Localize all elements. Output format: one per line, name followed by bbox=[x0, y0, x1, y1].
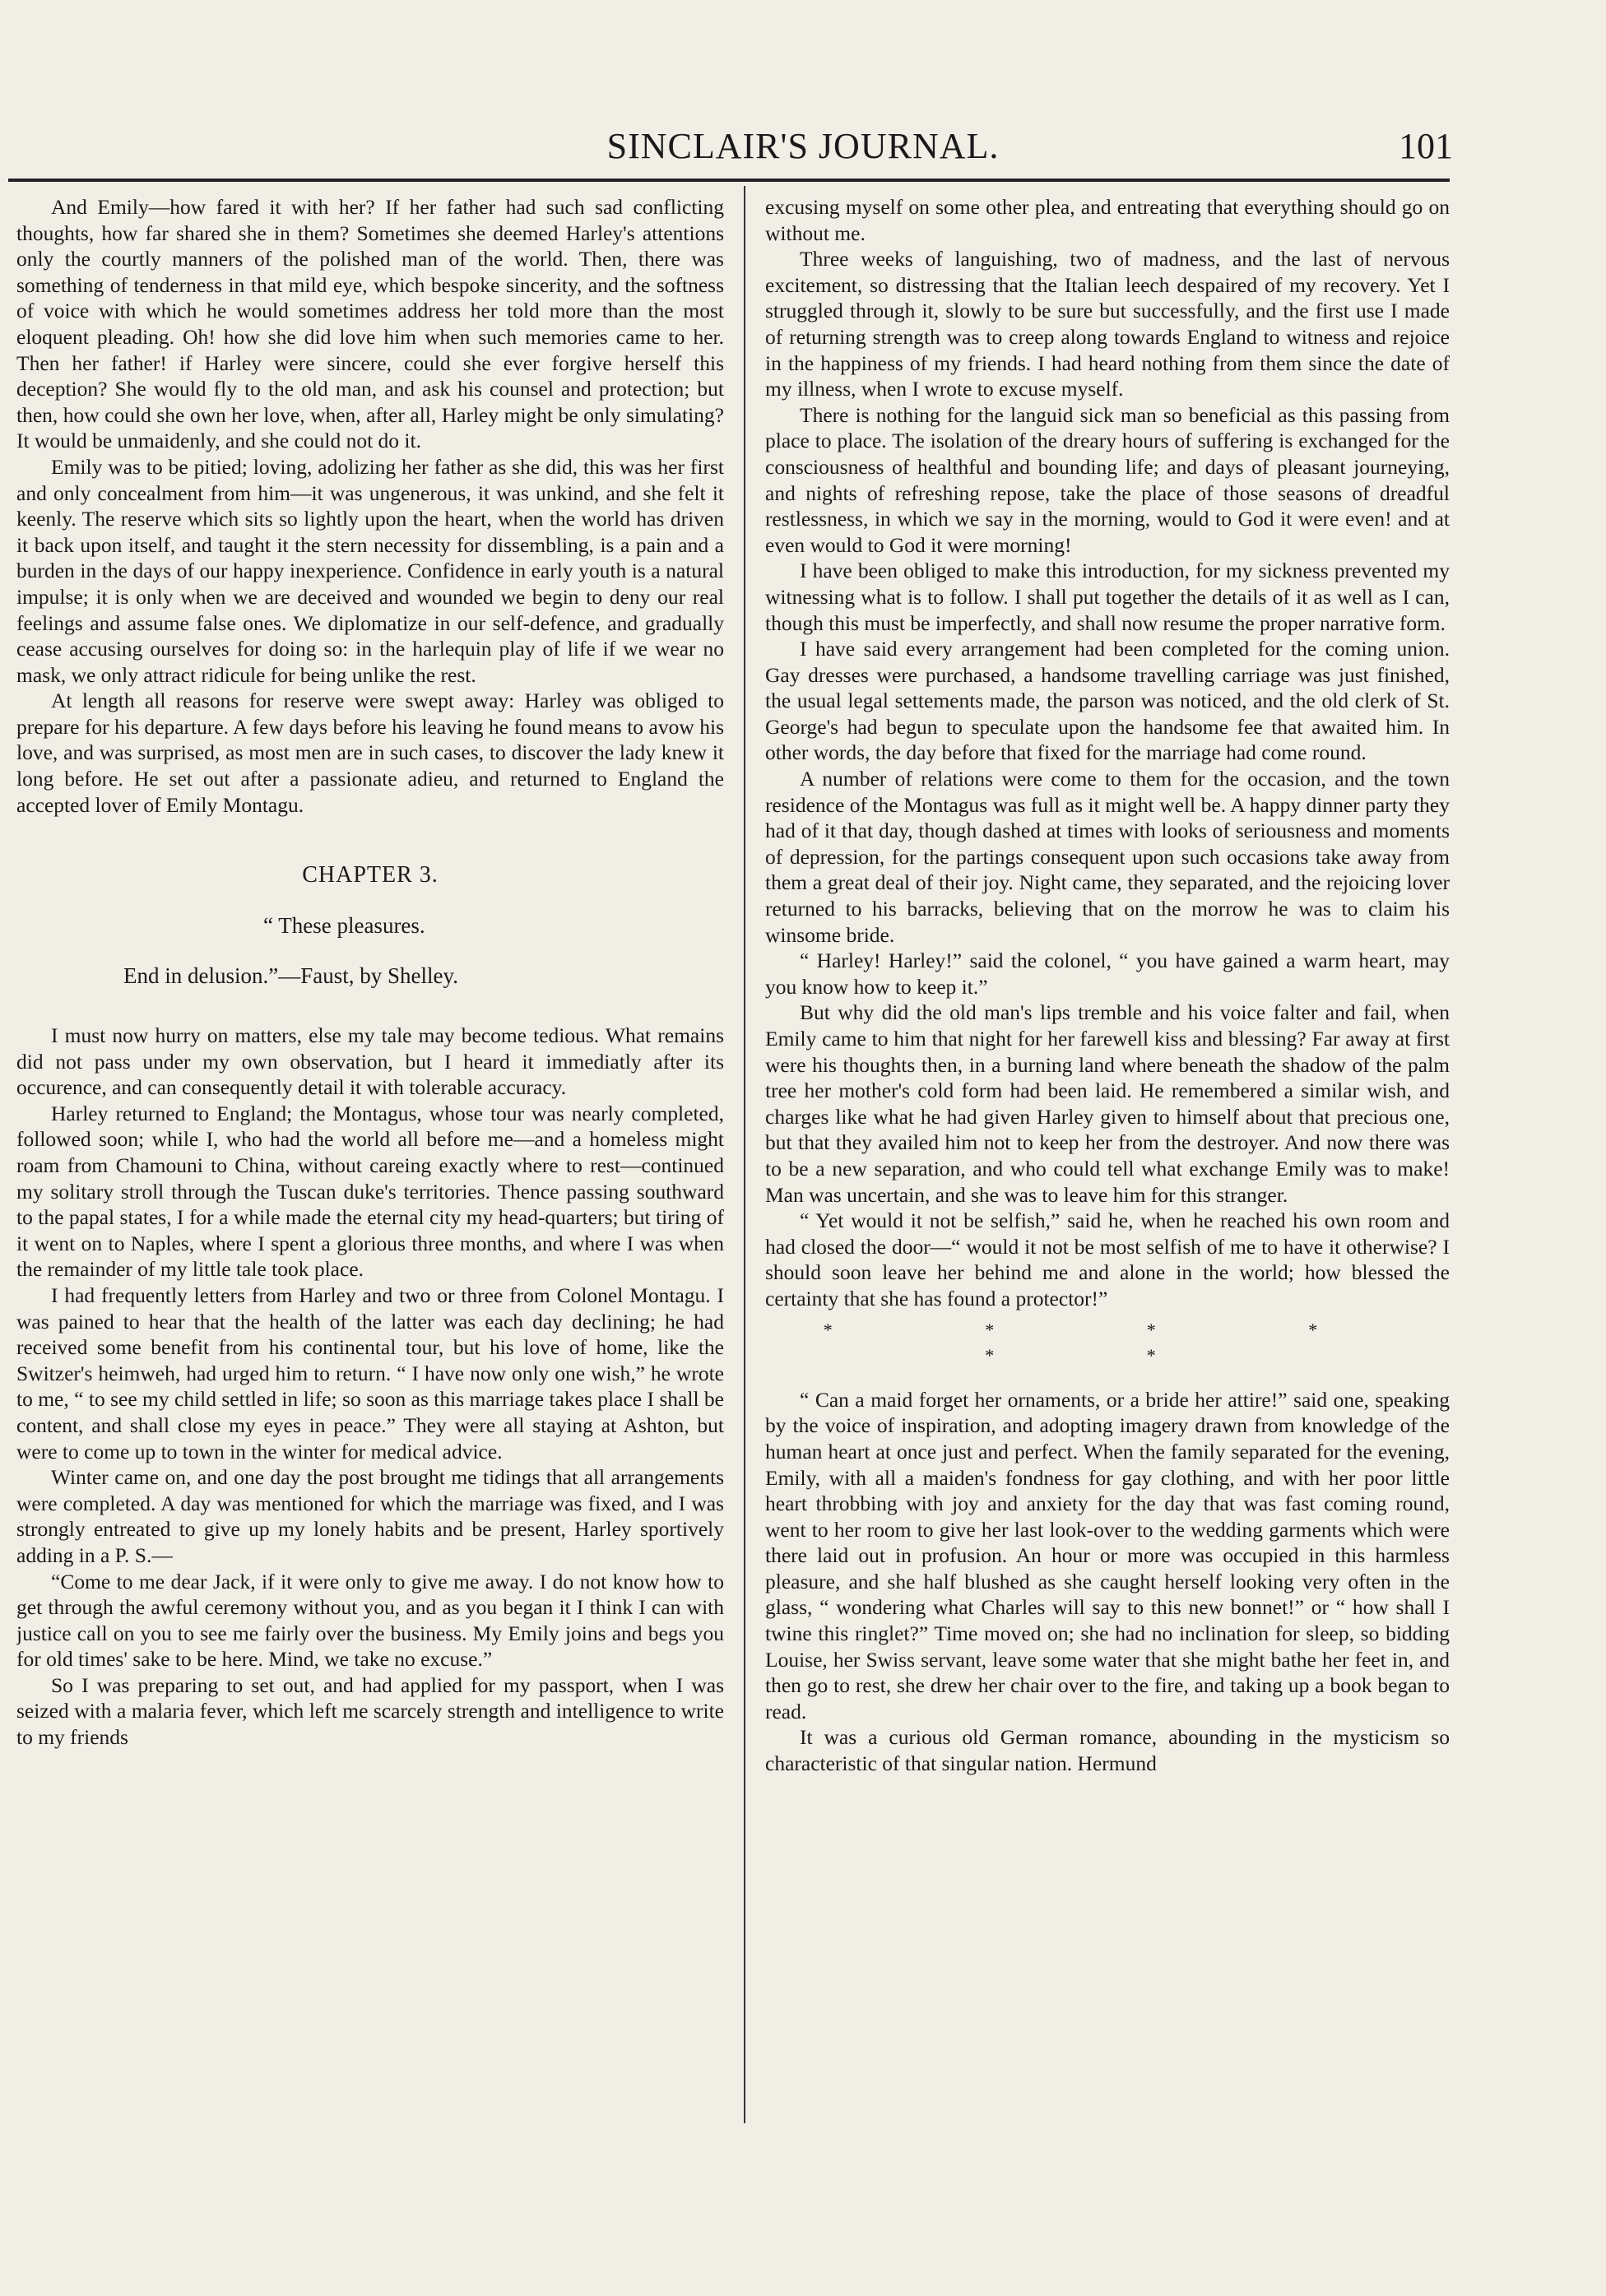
column-divider bbox=[744, 186, 745, 2123]
paragraph: It was a curious old German romance, abounding in the mysticism so characteristic of that singular nation. Hermund bbox=[765, 1725, 1450, 1776]
epigraph-line-2: End in delusion.”—Faust, by Shelley. bbox=[123, 963, 458, 989]
paragraph: And Emily—how fared it with her? If her father had such sad conflicting thoughts, how far shared she in them? Sometimes she deemed Harley's attentions only the courtly manners of the polished man of the world. Then, there was something of tenderness in that mild eye, which bespoke sincerity, and the softness of voice with which he would sometimes address her told more than the most eloquent pleading. Oh! how she did love him when such memories came to her. Then her father! if Harley were sincere, could she ever forgive herself this deception? She would fly to the old man, and ask his counsel and protection; but then, how could she own her love, when, after all, Harley might be only simulating? It would be unmaidenly, and she could not do it. bbox=[16, 195, 724, 453]
paragraph: “Come to me dear Jack, if it were only to give me away. I do not know how to get through the awful ceremony without you, and as you began it I think I can with justice call on you to see me fairly over the business. My Emily joins and begs you for old times' sake to be here. Mind, we take no excuse.” bbox=[16, 1569, 724, 1672]
left-column bbox=[16, 194, 724, 2119]
paragraph: There is nothing for the languid sick man so beneficial as this passing from place to place. The isolation of the dreary hours of suffering is exchanged for the consciousness of healthful and bounding life; and days of pleasant journeying, and nights of refreshing repose, take the place of those seasons of dreadful restlessness, in which we say in the morning, would to God it were even! and at even would to God it were morning! bbox=[765, 402, 1450, 557]
paragraph: I have said every arrangement had been completed for the coming union. Gay dresses were purchased, a handsome travelling carriage was just finished, the usual legal settements made, the parson was noticed, and the old clerk of St. George's had begun to speculate upon the handsome fee that awaited him. In other words, the day before that fixed for the marriage had come round. bbox=[765, 637, 1450, 765]
epigraph-line-1: “ These pleasures. bbox=[263, 912, 425, 938]
paragraph: I must now hurry on matters, else my tale may become tedious. What remains did not pass under my own observation, but I heard it immediatly after its occurence, and can consequently detail it with tolerable accuracy. bbox=[16, 1023, 724, 1100]
paragraph: Winter came on, and one day the post brought me tidings that all arrangements were completed. A day was mentioned for which the marriage was fixed, and I was strongly entreated to give up my lonely habits and be present, Harley sportively adding in a P. S.— bbox=[16, 1465, 724, 1567]
paragraph: I have been obliged to make this introduction, for my sickness prevented my witnessing what is to follow. I shall put together the details of it as well as I can, though this must be imperfectly, and shall now resume the proper narrative form. bbox=[765, 559, 1450, 635]
paragraph: Three weeks of languishing, two of madness, and the last of nervous excitement, so distressing that the Italian leech despaired of my recovery. Yet I struggled through it, slowly to be sure but successfully, and the first use I made of returning strength was to creep along towards England to witness and rejoice in the happiness of my friends. I had heard nothing from them since the date of my illness, when I wrote to excuse myself. bbox=[765, 247, 1450, 401]
page-number: 101 bbox=[1399, 126, 1453, 166]
paragraph: Emily was to be pitied; loving, adolizing her father as she did, this was her first and only concealment from him—it was ungenerous, it was unkind, and she felt it keenly. The reserve which sits so lightly upon the heart, when the world has driven it back upon itself, and taught it the stern necessity for dissembling, is a pain and a burden in the days of our happy inexperience. Confidence in early youth is a natural impulse; it is only when we are deceived and wounded we begin to deny our real feelings and assume false ones. We diplomatize in our self-defence, and gradually cease accusing ourselves for doing so: in the harlequin play of life if we wear no mask, we only attract ridicule for being unlike the rest. bbox=[16, 454, 724, 687]
paragraph: A number of relations were come to them for the occasion, and the town residence of the Montagus was full as it might well be. A happy dinner party they had of it that day, though dashed at times with looks of seriousness and moments of depression, for the partings consequent upon such occasions take away from them a great deal of their joy. Night came, they separated, and the rejoicing lover returned to his barracks, believing that on the morrow he was to claim his winsome bride. bbox=[765, 767, 1450, 947]
paragraph: “ Harley! Harley!” said the colonel, “ you have gained a warm heart, may you know how to keep it.” bbox=[765, 949, 1450, 999]
paragraph: Harley returned to England; the Montagus, whose tour was nearly completed, followed soon; while I, who had the world all before me—and a homeless might roam from Chamouni to China, without careing exactly where to rest—continued my solitary stroll through the Tuscan duke's territories. Thence passing southward to the papal states, I for a while made the eternal city my head-quarters; but tiring of it went on to Naples, where I spent a glorious three months, and where I was when the remainder of my little tale took place. bbox=[16, 1101, 724, 1282]
right-column bbox=[765, 194, 1450, 2119]
paragraph: excusing myself on some other plea, and entreating that everything should go on without me. bbox=[765, 195, 1450, 245]
header-rule bbox=[8, 179, 1450, 182]
journal-title: SINCLAIR'S JOURNAL. bbox=[606, 126, 1000, 166]
paragraph: “ Yet would it not be selfish,” said he, when he reached his own room and had closed the door—“ would it not be most selfish of me to have it otherwise? I should soon leave her behind me and alone in the world; how blessed the certainty that she has found a protector!” bbox=[765, 1208, 1450, 1310]
section-break-stars: * * * * * * bbox=[823, 1319, 1392, 1366]
paragraph: At length all reasons for reserve were swept away: Harley was obliged to prepare for his departure. A few days before his leaving he found means to avow his love, and was surprised, as most men are in such cases, to discover the lady knew it long before. He set out after a passionate adieu, and returned to England the accepted lover of Emily Montagu. bbox=[16, 689, 724, 817]
paragraph: But why did the old man's lips tremble and his voice falter and fail, when Emily came to him that night for her farewell kiss and blessing? Far away at first were his thoughts then, in a burning land where beneath the shadow of the palm tree her mother's cold form had been laid. He remembered a similar wish, and charges like what he had given Harley given to himself about that precious one, but that they availed him not to keep her from the destroyer. And now there was to be a new separation, and who could tell what exchange Emily was to make! Man was uncertain, and she was to leave him for this stranger. bbox=[765, 1000, 1450, 1207]
paragraph: I had frequently letters from Harley and two or three from Colonel Montagu. I was pained to hear that the health of the latter was each day declining; he had received some benefit from his continental tour, but his love of home, like the Switzer's heimweh, had urged him to return. “ I have now only one wish,” he wrote to me, “ to see my child settled in life; so soon as this marriage takes place I shall be content, and shall close my eyes in peace.” They were all staying at Ashton, but were to come up to town in the winter for medical advice. bbox=[16, 1283, 724, 1463]
masthead bbox=[0, 115, 1606, 173]
paragraph: So I was preparing to set out, and had applied for my passport, when I was seized with a malaria fever, which left me scarcely strength and intelligence to write to my friends bbox=[16, 1672, 724, 1750]
paragraph: “ Can a maid forget her ornaments, or a bride her attire!” said one, speaking by the voice of inspiration, and adopting imagery drawn from knowledge of the human heart at once just and perfect. When the family separated for the evening, Emily, with all a maiden's fondness for gay clothing, and with her poor little heart throbbing with joy and anxiety for the day that was fast coming round, went to her room to give her last look-over to the wedding garments which were there laid out in profusion. An hour or more was occupied in this harmless pleasure, and she half blushed as she caught herself looking very often in the glass, “ wondering what Charles will say to this new bonnet!” or “ how shall I twine this ringlet?” Time moved on; she had no inclination for sleep, so bidding Louise, her Swiss servant, leave some water that she might bathe her feet in, and then go to rest, she drew her chair over to the fire, and taking up a book began to read. bbox=[765, 1387, 1450, 1723]
chapter-heading: CHAPTER 3. bbox=[302, 862, 439, 888]
